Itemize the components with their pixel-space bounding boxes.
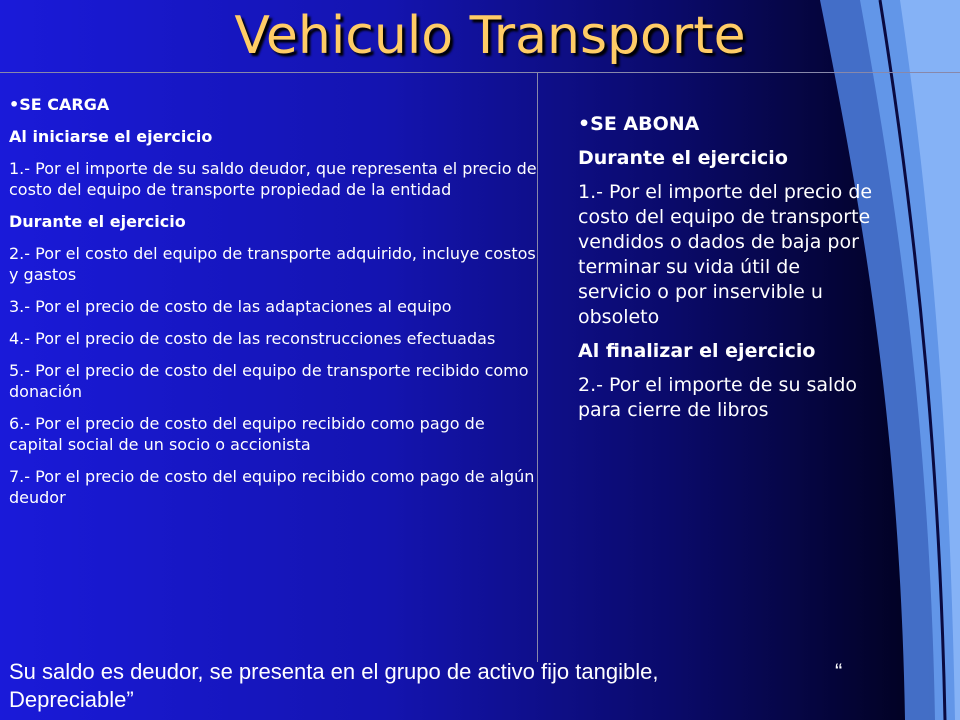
debit-item: 5.- Por el precio de costo del equipo de transporte recibido como donación — [9, 361, 529, 401]
footer-quote-open: “ — [835, 659, 843, 684]
footer-line2: Depreciable” — [9, 687, 134, 712]
credit-section-during: Durante el ejercicio — [578, 147, 788, 169]
debit-item: 4.- Por el precio de costo de las reconstrucciones efectuadas — [9, 329, 496, 348]
debit-heading: • SE CARGA — [9, 94, 539, 115]
debit-item: 3.- Por el precio de costo de las adaptaciones al equipo — [9, 297, 452, 316]
debit-section-start: Al iniciarse el ejercicio — [9, 127, 213, 146]
credit-item: 2.- Por el importe de su saldo para cierre de libros — [578, 374, 858, 421]
debit-column — [9, 94, 539, 519]
debit-section-during: Durante el ejercicio — [9, 212, 186, 231]
credit-section-end: Al finalizar el ejercicio — [578, 340, 816, 362]
slide-title: Vehiculo Transporte — [234, 6, 746, 66]
debit-item: 6.- Por el precio de costo del equipo recibido como pago de capital social de un socio o accionista — [9, 414, 485, 454]
debit-item: 1.- Por el importe de su saldo deudor, que representa el precio de costo del equipo de transporte propiedad de la entidad — [9, 159, 537, 199]
debit-item: 7.- Por el precio de costo del equipo recibido como pago de algún deudor — [9, 467, 535, 507]
credit-column — [578, 112, 878, 432]
credit-item: 1.- Por el importe del precio de costo del equipo de transporte vendidos o dados de baja por terminar su vida útil de servicio o por inservible u obsoleto — [578, 181, 873, 328]
credit-heading: • SE ABONA — [578, 112, 878, 137]
debit-item: 2.- Por el costo del equipo de transporte adquirido, incluye costos y gastos — [9, 244, 536, 284]
footer-line1: Su saldo es deudor, se presenta en el grupo de activo fijo tangible, — [9, 659, 659, 684]
horizontal-divider — [0, 72, 960, 73]
footer-note — [9, 658, 929, 714]
